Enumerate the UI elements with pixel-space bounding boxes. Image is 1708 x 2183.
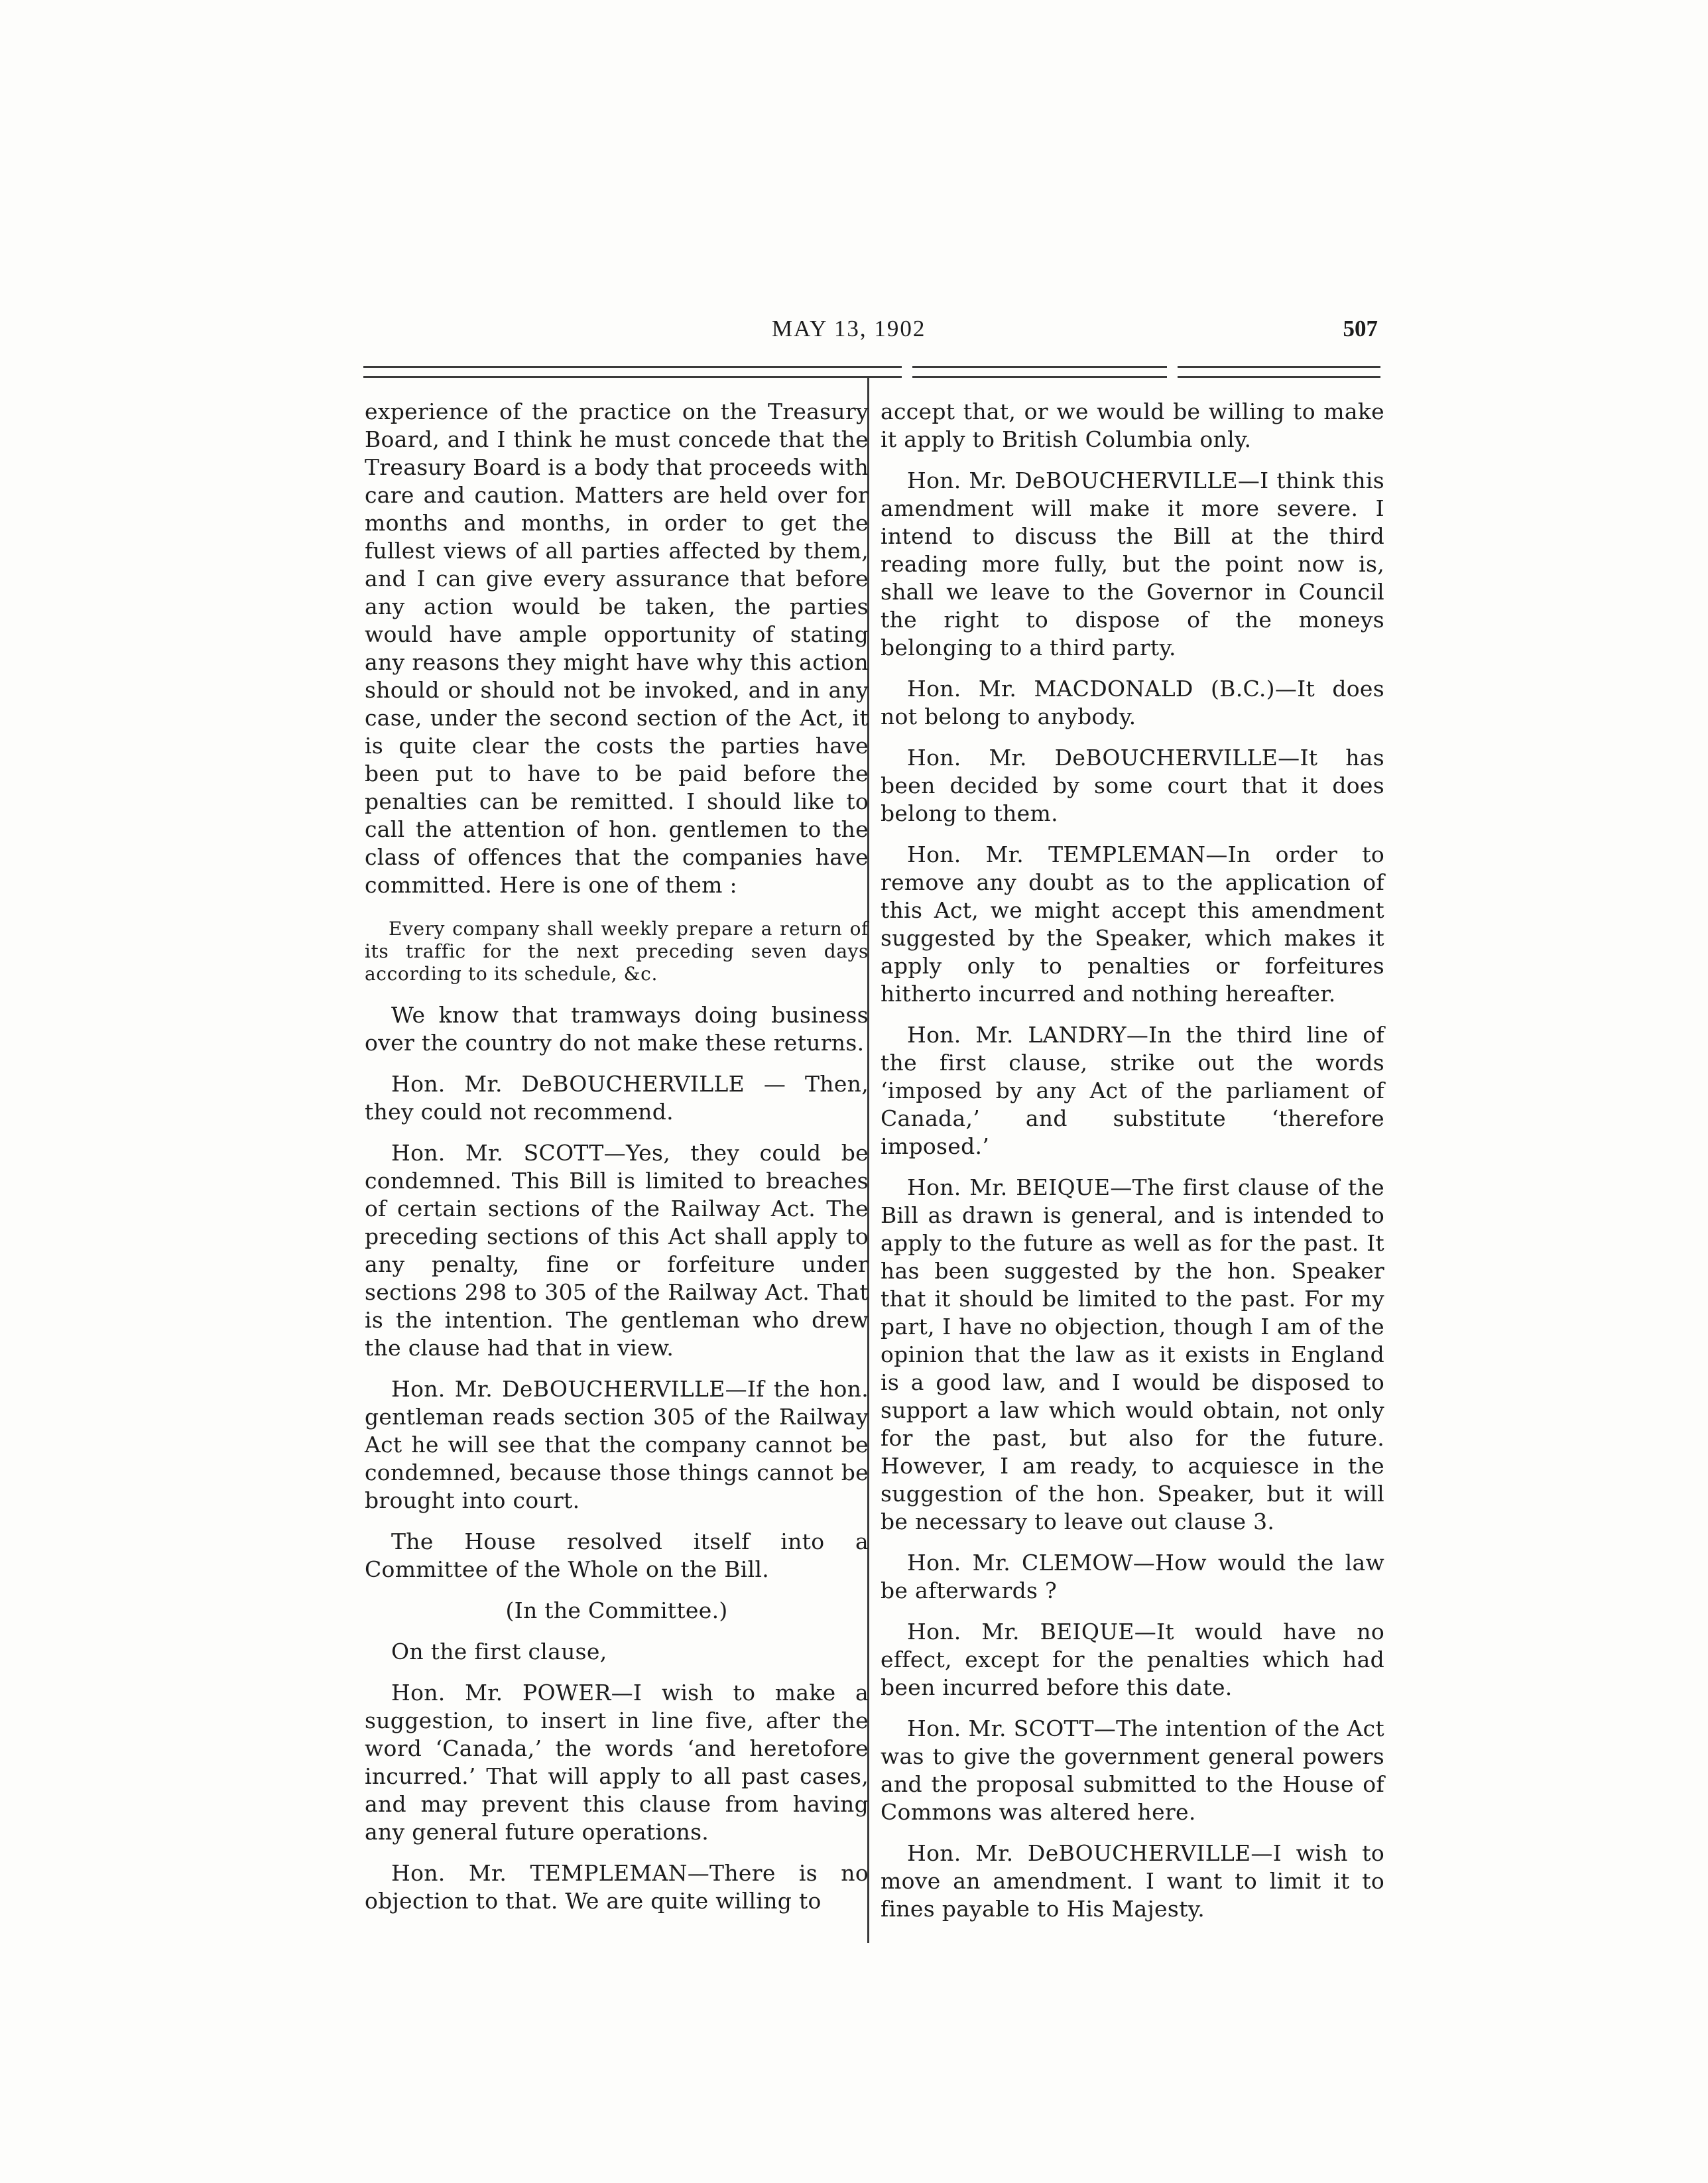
paragraph: On the first clause, [391, 1639, 607, 1664]
quoted-extract: Every company shall weekly prepare a return of its traffic for the next preceding seven days according to its schedule, &c. [365, 918, 869, 985]
speaker-paragraph: Hon. Mr. BEIQUE—The first clause of the Bill as drawn is general, and is intended to apply to the future as well as for the past. It has been suggested by the hon. Speaker that it should be limited to the past. For my part, I have no objection, though I am of the opinion that the law as it exists in England is a good law, and I would be disposed to support a law which would obtain, not only for the past, but also for the future. However, I am ready, to acquiesce in the suggestion of the hon. Speaker, but it will be necessary to leave out clause 3. [881, 1174, 1384, 1534]
paragraph: accept that, or we would be willing to make it apply to British Columbia only. [881, 399, 1384, 452]
speaker-paragraph: Hon. Mr. DeBOUCHERVILLE—I think this amendment will make it more severe. I intend to discuss the Bill at the third reading more fully, but the point now is, shall we leave to the Governor in Council the right to dispose of the moneys belonging to a third party. [881, 468, 1384, 660]
speaker-paragraph: Hon. Mr. POWER—I wish to make a suggestion, to insert in line five, after the word ‘Canada,’ the words ‘and heretofore incurred.’ That will apply to all past cases, and may prevent this clause from having any general future operations. [365, 1680, 869, 1845]
section-heading: (In the Committee.) [505, 1597, 728, 1623]
header-rule-left [363, 366, 902, 378]
speaker-paragraph: Hon. Mr. DeBOUCHERVILLE—I wish to move an amendment. I want to limit it to fines payable to His Majesty. [881, 1840, 1384, 1922]
speaker-paragraph: Hon. Mr. MACDONALD (B.C.)—It does not belong to anybody. [881, 676, 1384, 729]
speaker-paragraph: Hon. Mr. SCOTT—The intention of the Act was to give the government general powers and the proposal submitted to the House of Commons was altered here. [881, 1715, 1384, 1825]
speaker-paragraph: Hon. Mr. DeBOUCHERVILLE—It has been decided by some court that it does belong to them. [881, 745, 1384, 826]
page-number: 507 [1343, 316, 1378, 342]
speaker-paragraph: Hon. Mr. DeBOUCHERVILLE — Then, they could not recommend. [365, 1071, 869, 1125]
paragraph: The House resolved itself into a Committee of the Whole on the Bill. [365, 1528, 869, 1582]
header-rule-right [1178, 366, 1380, 378]
speaker-paragraph: Hon. Mr. TEMPLEMAN—There is no objection to that. We are quite willing to [365, 1860, 869, 1914]
speaker-paragraph: Hon. Mr. SCOTT—Yes, they could be condemned. This Bill is limited to breaches of certain sections of the Railway Act. The preceding sections of this Act shall apply to any penalty, fine or forfeiture under sections 298 to 305 of the Railway Act. That is the intention. The gentleman who drew the clause had that in view. [365, 1140, 869, 1361]
speaker-paragraph: Hon. Mr. DeBOUCHERVILLE—If the hon. gentleman reads section 305 of the Railway Act he will see that the company cannot be condemned, because those things cannot be brought into court. [365, 1376, 869, 1513]
speaker-paragraph: Hon. Mr. CLEMOW—How would the law be afterwards ? [881, 1550, 1384, 1603]
page-date: MAY 13, 1902 [772, 316, 926, 342]
running-header [363, 314, 1379, 351]
speaker-paragraph: Hon. Mr. TEMPLEMAN—In order to remove any doubt as to the application of this Act, we might accept this amendment suggested by the Speaker, which makes it apply only to penalties or forfeitures hitherto incurred and nothing hereafter. [881, 842, 1384, 1007]
speaker-paragraph: Hon. Mr. BEIQUE—It would have no effect, except for the penalties which had been incurred before this date. [881, 1619, 1384, 1700]
header-rule-middle [912, 366, 1167, 378]
paragraph: We know that tramways doing business over the country do not make these returns. [365, 1002, 869, 1056]
right-column [881, 398, 1384, 1936]
left-column [365, 398, 869, 1928]
speaker-paragraph: Hon. Mr. LANDRY—In the third line of the first clause, strike out the words ‘imposed by any Act of the parliament of Canada,’ and substitute ‘therefore imposed.’ [881, 1022, 1384, 1159]
paragraph: experience of the practice on the Treasury Board, and I think he must concede that the Treasury Board is a body that proceeds with care and caution. Matters are held over for months and months, in order to get the fullest views of all parties affected by them, and I can give every assurance that before any action would be taken, the parties would have ample opportunity of stating any reasons they might have why this action should or should not be invoked, and in any case, under the second section of the Act, it is quite clear the costs the parties have been put to have to be paid before the penalties can be remitted. I should like to call the attention of hon. gentlemen to the class of offences that the companies have committed. Here is one of them : [365, 399, 869, 898]
